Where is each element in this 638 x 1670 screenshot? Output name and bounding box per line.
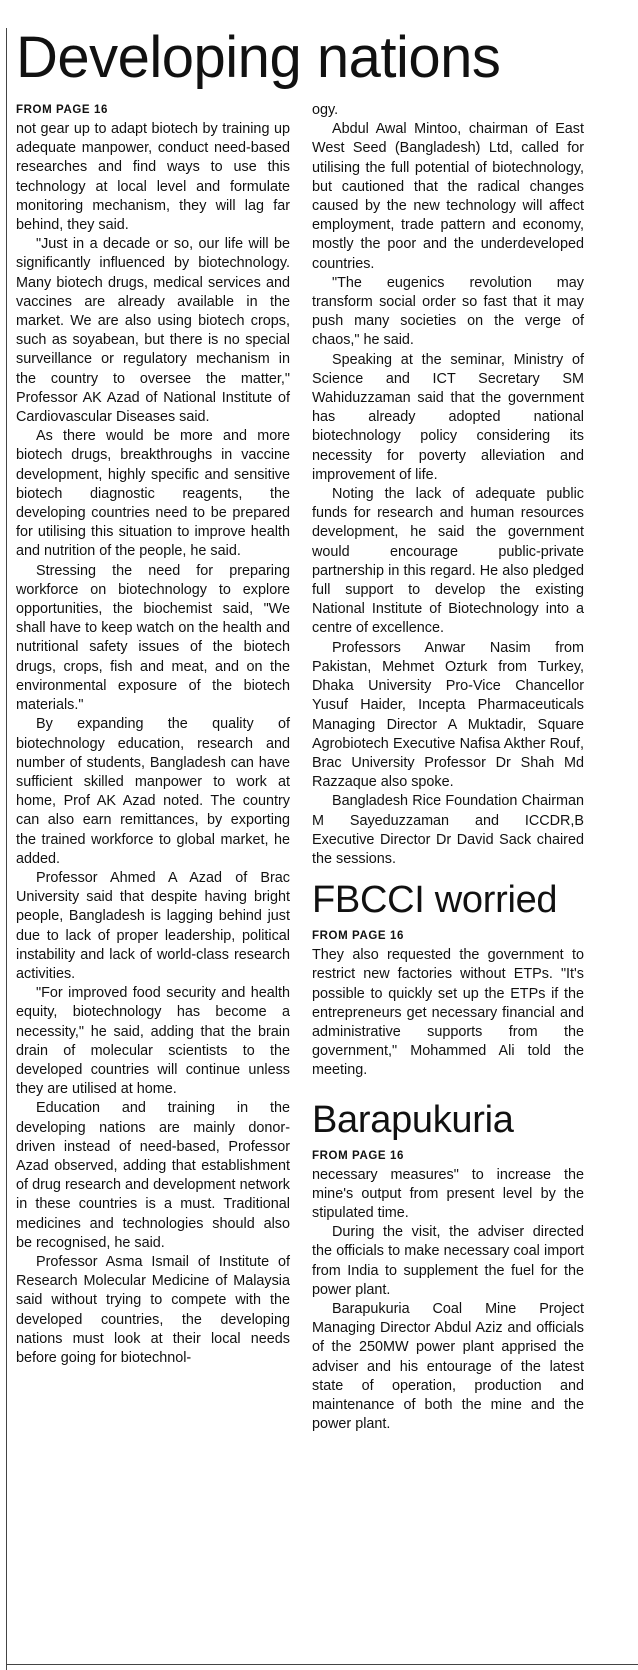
article-paragraph: "The eugenics revolution may transform social order so fast that it may push many societies on the verge of chaos," he said. bbox=[312, 274, 584, 349]
article-paragraph: As there would be more and more biotech drugs, breakthroughs in vaccine development, highly specific and sensitive biotech diagnostic reagents, the developing countries need to be prepared for utilising this situation to improve health and nutrition of the people, he said. bbox=[16, 428, 290, 560]
article-paragraph: Professor Asma Ismail of Institute of Research Molecular Medicine of Malaysia said without trying to compete with the developed countries, the developing nations must look at their local needs before going for biotechnol- bbox=[16, 1253, 290, 1366]
article-paragraph: necessary measures" to increase the mine's output from present level by the stipulated time. bbox=[312, 1166, 584, 1221]
left-column bbox=[16, 101, 290, 1368]
article-paragraph: Education and training in the developing nations are mainly donor-driven instead of need-based, Professor Azad observed, adding that establishment of drug research and development network in these countries is a must. Traditional medicines and technologies should also be recognised, he said. bbox=[16, 1100, 290, 1251]
article-paragraph: ogy. bbox=[312, 102, 339, 118]
article-paragraph: Stressing the need for preparing workforce on biotechnology to explore opportunities, the biochemist said, "We shall have to keep watch on the health and nutritional safety issues of the biotech drugs, crops, fish and meat, and on the environmental exposure of the biotech materials." bbox=[16, 562, 290, 714]
main-headline: Developing nations bbox=[16, 25, 501, 90]
from-page-label: FROM PAGE 16 bbox=[312, 1149, 404, 1162]
left-column-rule bbox=[6, 28, 7, 1670]
article-paragraph: Professor Ahmed A Azad of Brac University said that despite having bright people, Bangladesh is lagging behind just due to lack of proper leadership, political instability and lack of world-class research activities. bbox=[16, 869, 290, 982]
article-paragraph: Professors Anwar Nasim from Pakistan, Mehmet Ozturk from Turkey, Dhaka University Pro-Vice Chancellor Yusuf Haider, Incepta Pharmaceuticals Managing Director A Muktadir, Square Agrobiotech Executive Nafisa Akther Rouf, Brac University Professor Dr Shah Md Razzaque also spoke. bbox=[312, 639, 584, 791]
article-paragraph: By expanding the quality of biotechnology education, research and number of students, Bangladesh can have sufficient skilled manpower to work at home, Prof AK Azad noted. The country can also earn remittances, by exporting the trained workforce to global market, he added. bbox=[16, 716, 290, 867]
article-paragraph: Noting the lack of adequate public funds for research and human resources development, he said the government would encourage public-private partnership in this regard. He also pledged full support to develop the existing National Institute of Biotechnology into a centre of excellence. bbox=[312, 486, 584, 637]
from-page-label: FROM PAGE 16 bbox=[312, 930, 404, 943]
article-paragraph: They also requested the government to restrict new factories without ETPs. "It's possible to quickly set up the ETPs if the entrepreneurs get necessary financial and administrative supports from the government," Mohammed Ali told the meeting. bbox=[312, 947, 584, 1079]
article-paragraph: "For improved food security and health equity, biotechnology has become a necessity," he said, adding that the brain drain of molecular scientists to the developed countries will continue unless they are utilised at home. bbox=[16, 985, 290, 1098]
article-paragraph: Bangladesh Rice Foundation Chairman M Sayeduzzaman and ICCDR,B Executive Director Dr David Sack chaired the sessions. bbox=[312, 793, 584, 867]
article-paragraph: Speaking at the seminar, Ministry of Science and ICT Secretary SM Wahiduzzaman said that the government has already adopted national biotechnology policy considering its necessity for poverty alleviation and improvement of life. bbox=[312, 351, 584, 483]
article-paragraph: "Just in a decade or so, our life will be significantly influenced by biotechnology. Many biotech drugs, medical services and vaccines are already available in the market. We are also using biotech crops, such as soyabean, but there is no special surveillance or regulatory mechanism in the country to oversee the matter," Professor AK Azad of National Institute of Cardiovascular Diseases said. bbox=[16, 236, 290, 426]
article-paragraph: During the visit, the adviser directed the officials to make necessary coal import from India to supplement the fuel for the power plant. bbox=[312, 1224, 584, 1298]
from-page-label: FROM PAGE 16 bbox=[16, 104, 108, 116]
article-paragraph: not gear up to adapt biotech by training up adequate manpower, conduct need-based researches and find ways to use this technology at local level and formulate monitoring mechanism, they will lag far behind, they said. bbox=[16, 121, 290, 234]
bottom-rule bbox=[6, 1664, 638, 1665]
article-paragraph: Barapukuria Coal Mine Project Managing Director Abdul Aziz and officials of the 250MW power plant apprised the adviser and his entourage of the latest state of operation, production and maintenance of both the mine and the power plant. bbox=[312, 1300, 584, 1433]
right-column bbox=[312, 101, 584, 1434]
barapukuria-headline: Barapukuria bbox=[312, 1098, 514, 1141]
article-paragraph: Abdul Awal Mintoo, chairman of East West Seed (Bangladesh) Ltd, called for utilising the full potential of biotechnology, but cautioned that the radical changes caused by the new technology will affect employment, trade pattern and economy, mostly the poor and the underdeveloped countries. bbox=[312, 121, 584, 272]
fbcci-headline: FBCCI worried bbox=[312, 879, 558, 922]
